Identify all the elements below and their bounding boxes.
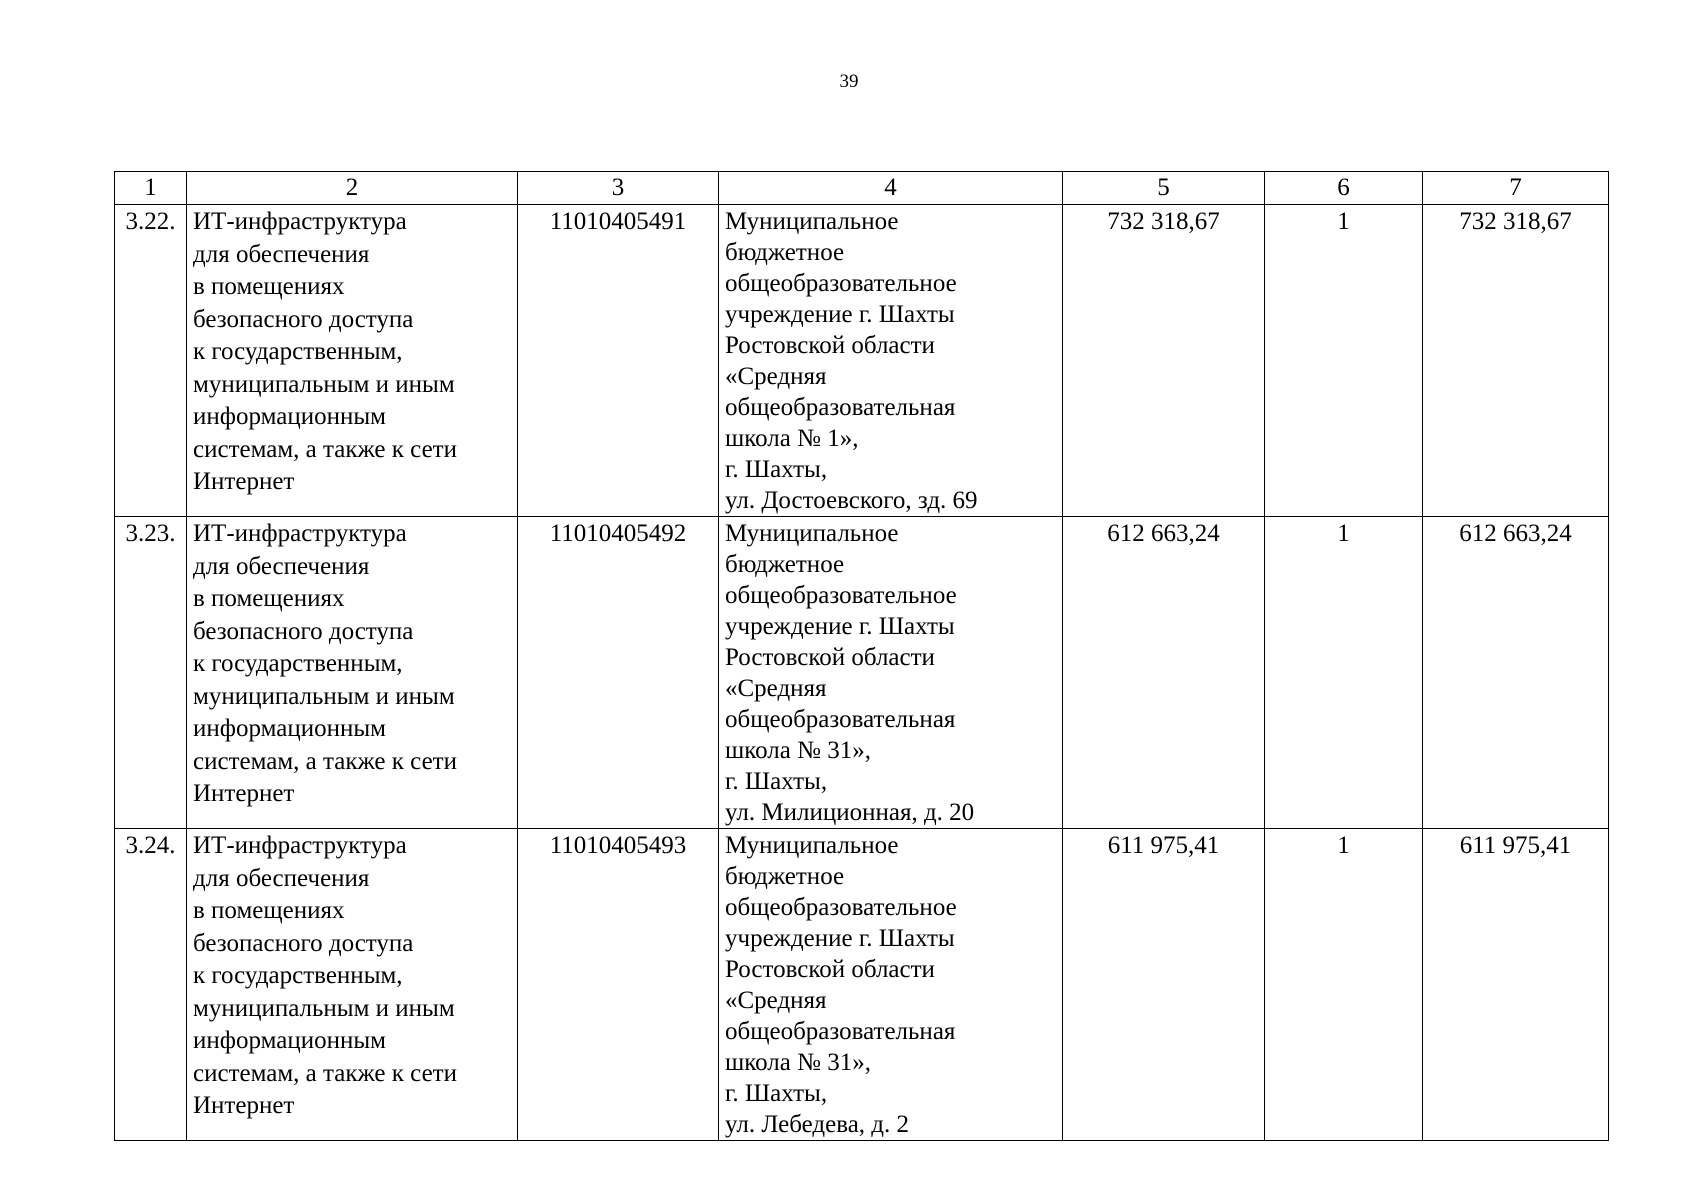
total-value: 732 318,67 (1423, 205, 1609, 517)
row-number: 3.22. (115, 205, 187, 517)
table-row (115, 205, 1609, 517)
column-header: 1 (115, 172, 187, 205)
column-header: 2 (187, 172, 518, 205)
row-number: 3.23. (115, 517, 187, 829)
column-header: 3 (518, 172, 719, 205)
table-row (115, 829, 1609, 1141)
asset-name: ИТ-инфраструктура для обеспечения в помещениях безопасного доступа к государственным, муниципальным и иным информационным системам, а также к сети Интернет (187, 829, 518, 1141)
property-table (114, 171, 1609, 1141)
column-header: 4 (719, 172, 1063, 205)
total-value: 612 663,24 (1423, 517, 1609, 829)
unit-price: 611 975,41 (1063, 829, 1265, 1141)
total-value: 611 975,41 (1423, 829, 1609, 1141)
inventory-code: 11010405493 (518, 829, 719, 1141)
row-number: 3.24. (115, 829, 187, 1141)
asset-name: ИТ-инфраструктура для обеспечения в помещениях безопасного доступа к государственным, муниципальным и иным информационным системам, а также к сети Интернет (187, 205, 518, 517)
holder-address: Муниципальное бюджетное общеобразовательное учреждение г. Шахты Ростовской области «Средняя общеобразовательная школа № 1», г. Шахты, ул. Достоевского, зд. 69 (719, 205, 1063, 517)
table-row (115, 517, 1609, 829)
unit-price: 612 663,24 (1063, 517, 1265, 829)
page-number: 39 (839, 71, 859, 92)
quantity: 1 (1265, 205, 1423, 517)
holder-address: Муниципальное бюджетное общеобразовательное учреждение г. Шахты Ростовской области «Средняя общеобразовательная школа № 31», г. Шахты, ул. Милиционная, д. 20 (719, 517, 1063, 829)
unit-price: 732 318,67 (1063, 205, 1265, 517)
column-header: 7 (1423, 172, 1609, 205)
header-row (115, 172, 1609, 205)
quantity: 1 (1265, 517, 1423, 829)
inventory-code: 11010405492 (518, 517, 719, 829)
holder-address: Муниципальное бюджетное общеобразовательное учреждение г. Шахты Ростовской области «Средняя общеобразовательная школа № 31», г. Шахты, ул. Лебедева, д. 2 (719, 829, 1063, 1141)
inventory-code: 11010405491 (518, 205, 719, 517)
column-header: 6 (1265, 172, 1423, 205)
column-header: 5 (1063, 172, 1265, 205)
asset-name: ИТ-инфраструктура для обеспечения в помещениях безопасного доступа к государственным, муниципальным и иным информационным системам, а также к сети Интернет (187, 517, 518, 829)
quantity: 1 (1265, 829, 1423, 1141)
